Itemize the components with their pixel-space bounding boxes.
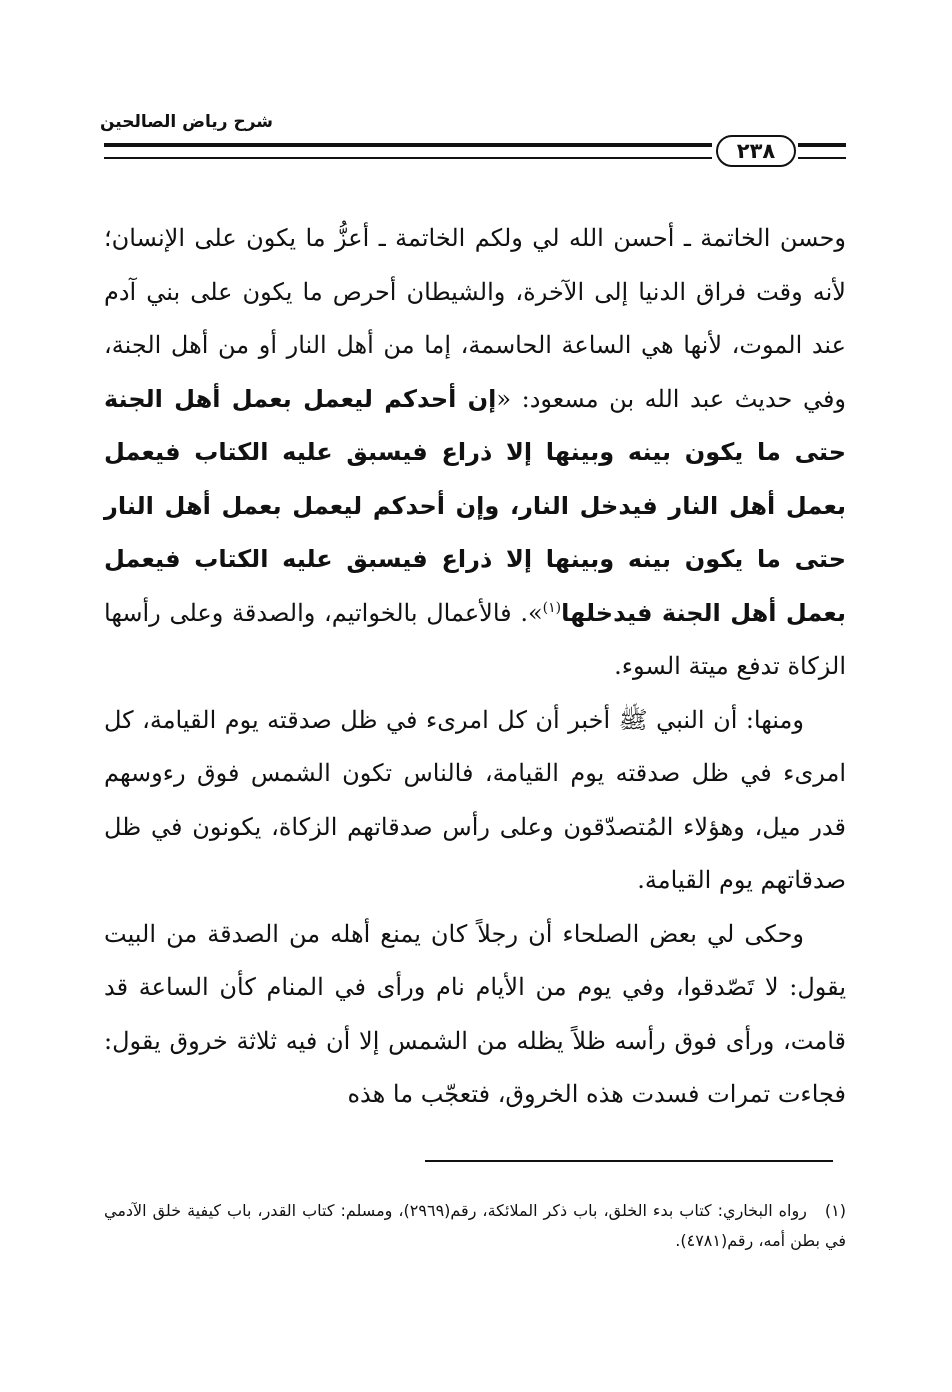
paragraph-2: ومنها: أن النبي ﷺ أخبر أن كل امرىء في ظل صدقته يوم القيامة، كل امرىء في ظل صدقته يوم القيامة، فالناس تكون الشمس فوق رءوسهم قدر ميل، وهؤلاء المُتصدّقون وعلى رأس صدقاتهم الزكاة، يكونون في ظل صدقاتهم يوم القيامة. — [104, 705, 846, 894]
header-rule — [104, 140, 846, 162]
book-title: شرح رياض الصالحين — [100, 112, 274, 132]
paragraph-1-intro: وحسن الخاتمة ـ أحسن الله لي ولكم الخاتمة ـ أعزُّ ما يكون على الإنسان؛ لأنه وقت فراق الدنيا إلى الآخرة، والشيطان أحرص ما يكون على بني آدم عند الموت، لأنها هي الساعة الحاسمة، إما من أهل النار أو من أهل الجنة، وفي حديث عبد الله بن مسعود: « — [104, 224, 847, 413]
paragraph-1 — [104, 212, 846, 694]
header-rule-right — [798, 143, 846, 159]
header-rule-left — [104, 143, 712, 159]
hadith-quote: إن أحدكم ليعمل بعمل أهل الجنة حتى ما يكون بينه وبينها إلا ذراع فيسبق عليه الكتاب فيعمل بعمل أهل النار فيدخل النار، وإن أحدكم ليعمل بعمل أهل النار حتى ما يكون بينه وبينها إلا ذراع فيسبق عليه الكتاب فيعمل بعمل أهل الجنة فيدخلها — [104, 384, 846, 627]
page-number: ٢٣٨ — [716, 135, 796, 167]
footnote — [104, 1196, 846, 1256]
paragraph-1-conclusion: ». فالأعمال بالخواتيم، والصدقة وعلى رأسها الزكاة تدفع ميتة السوء. — [104, 598, 846, 680]
main-text — [104, 212, 846, 1122]
footnote-text: رواه البخاري: كتاب بدء الخلق، باب ذكر الملائكة، رقم(٢٩٦٩)، ومسلم: كتاب القدر، باب كيفية خلق الآدمي في بطن أمه، رقم(٤٧٨١). — [104, 1201, 846, 1250]
footnote-reference: (١) — [542, 599, 562, 616]
footnote-mark: (١) — [824, 1201, 847, 1220]
paragraph-3: وحكى لي بعض الصلحاء أن رجلاً كان يمنع أهله من الصدقة من البيت يقول: لا تَصّدقوا، وفي يوم من الأيام نام ورأى في المنام كأن الساعة قد قامت، ورأى فوق رأسه ظلاً يظله من الشمس إلا أن فيه ثلاثة خروق يقول: فجاءت تمرات فسدت هذه الخروق، فتعجّب ما هذه — [104, 919, 846, 1108]
footnote-divider — [425, 1160, 833, 1162]
